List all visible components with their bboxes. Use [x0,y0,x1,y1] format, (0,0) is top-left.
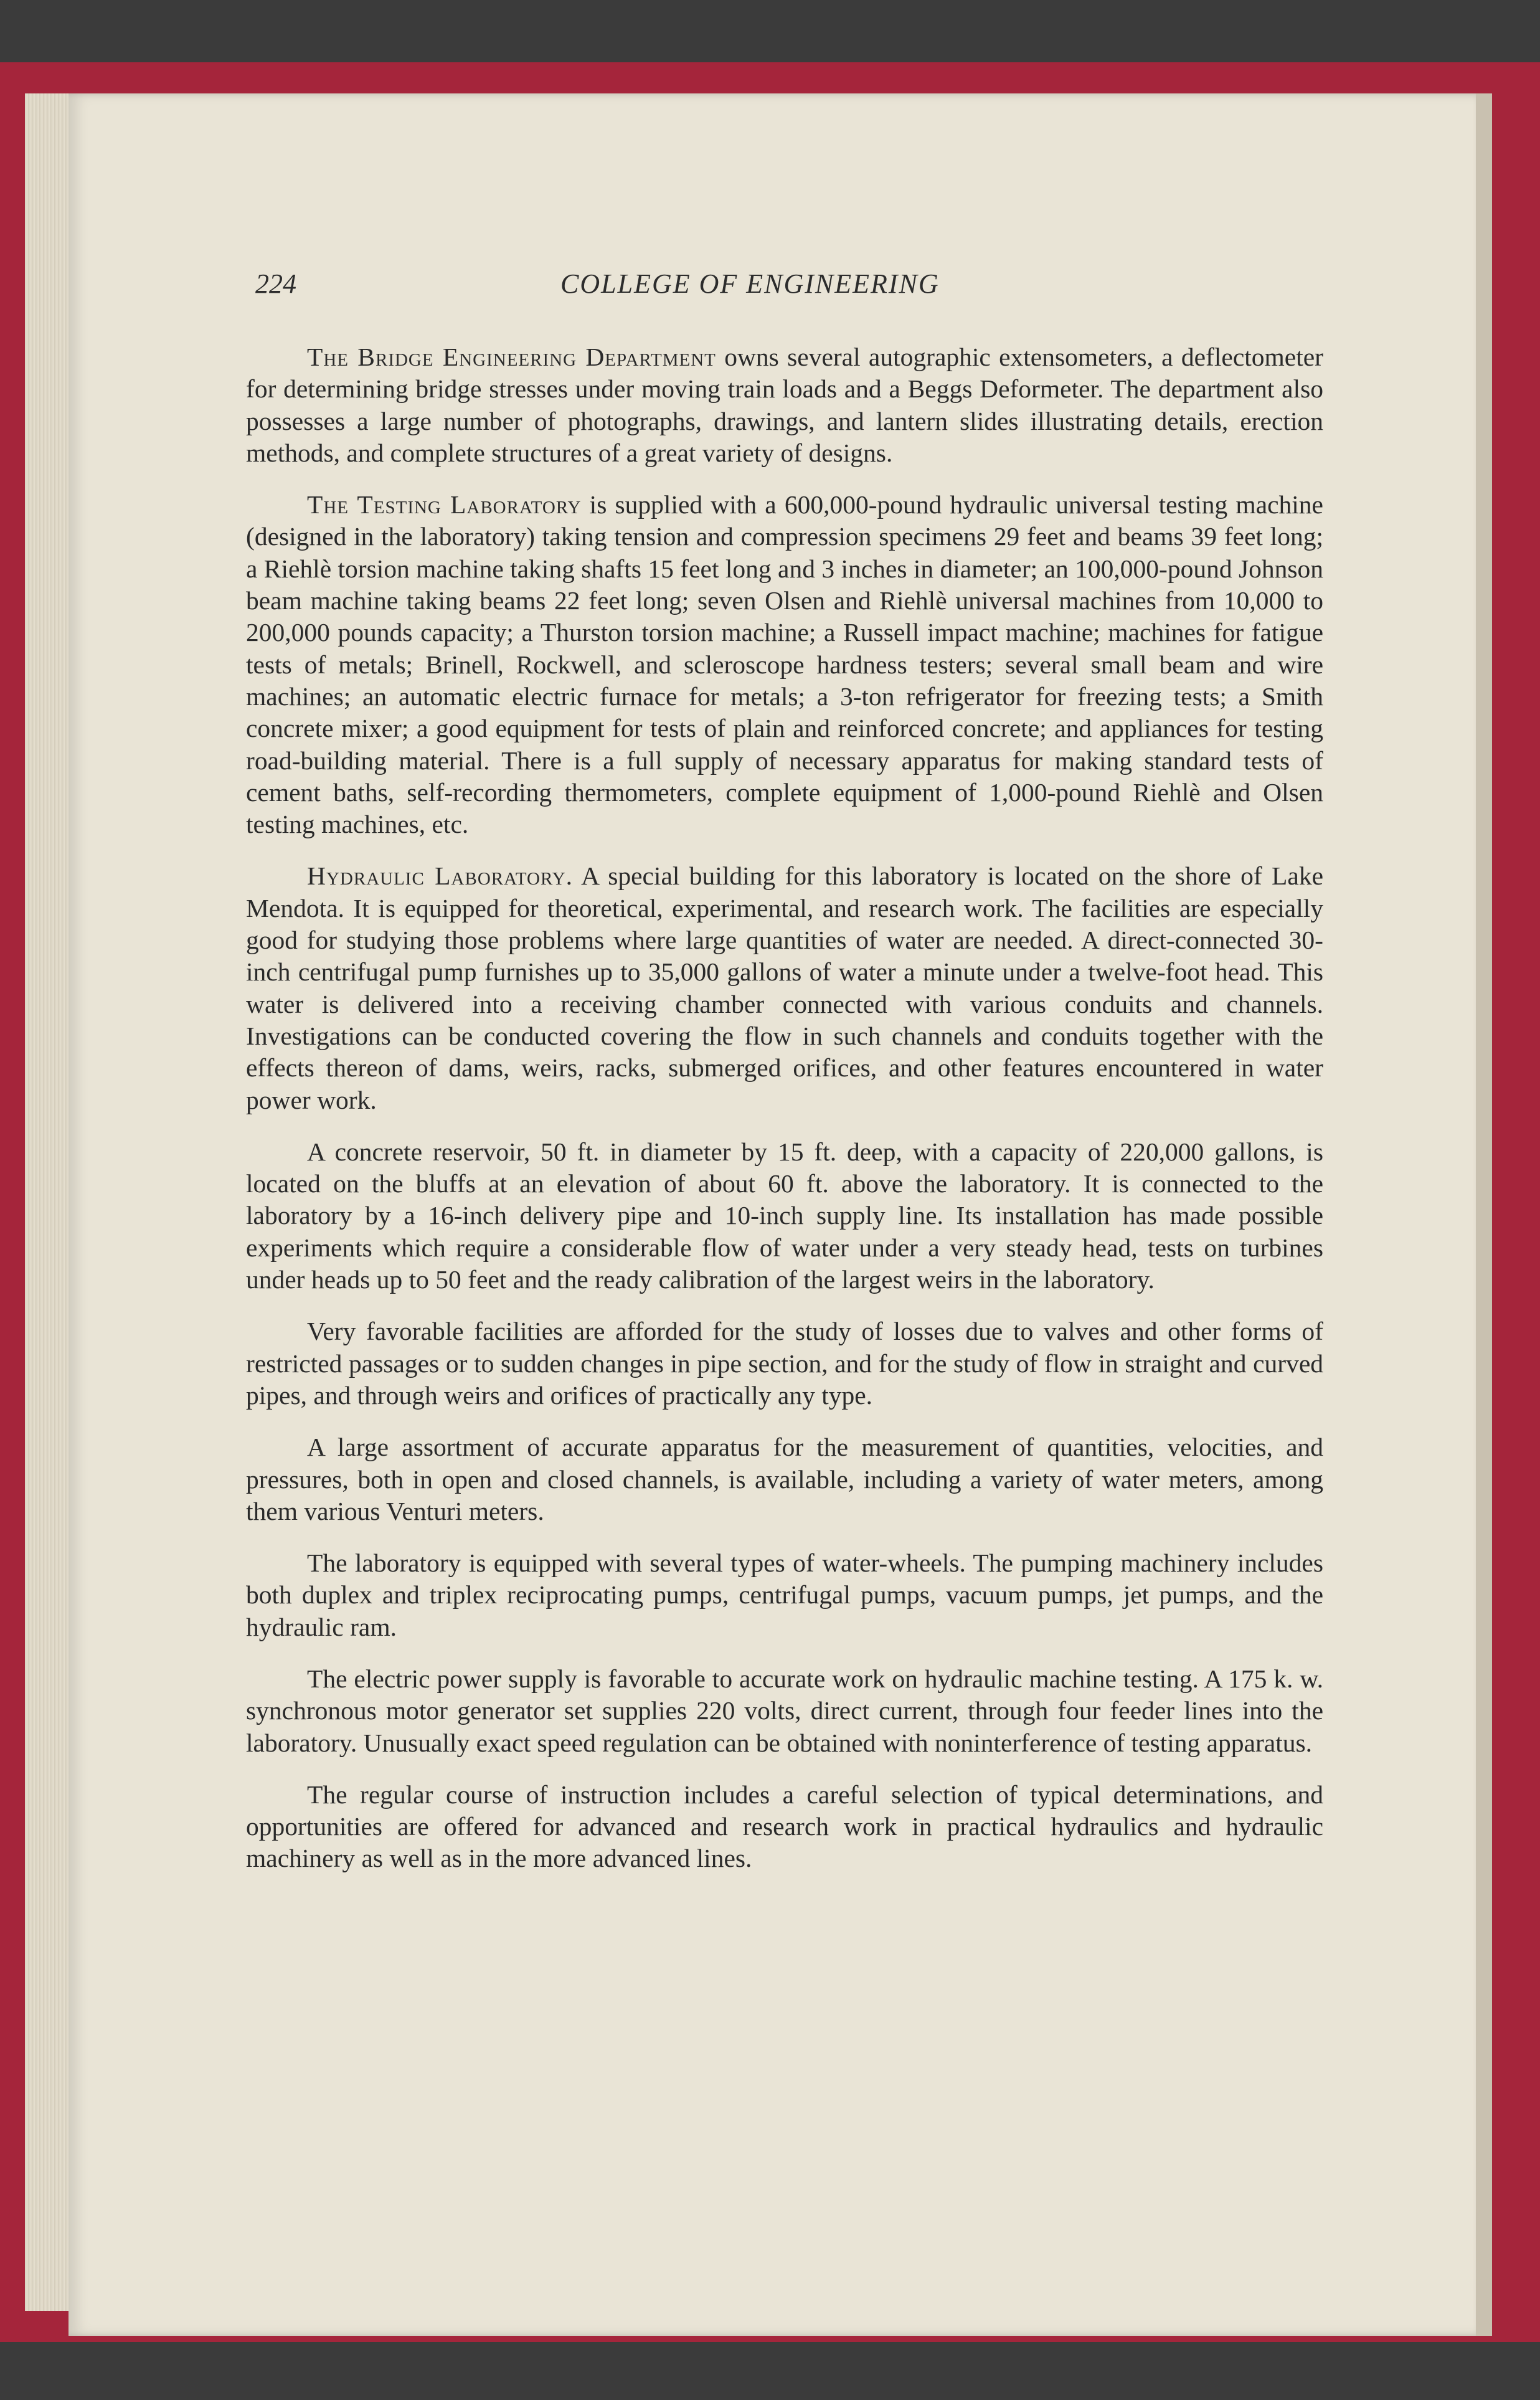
paragraph-text: A large assortment of accurate apparatus for the measurement of quantities, velocities, and pressures, both in open and closed channels, is available, including a variety of water meters, among them various Venturi meters. [246,1433,1323,1525]
paragraph-facilities [246,1316,1323,1411]
page-gutter-shadow [1476,93,1492,2336]
paragraph-text: A concrete reservoir, 50 ft. in diameter by 15 ft. deep, with a capacity of 220,000 gallons, is located on the bluffs at an elevation of about 60 ft. above the laboratory. It is connected to the laboratory by a 16-inch delivery pipe and 10-inch supply line. Its installation has made possible experiments which require a considerable flow of water under a very steady head, tests on turbines under heads up to 50 feet and the ready calibration of the largest weirs in the laboratory. [246,1137,1323,1294]
paragraph-text: owns several autographic extensometers, a deflectometer for determining bridge stresses under moving train loads and a Beggs Deformeter. The department also possesses a large number of photographs, drawings, and lantern slides illustrating details, erection methods, and complete structures of a great variety of designs. [246,343,1323,467]
paragraph-lead: The Testing Laboratory [307,490,582,519]
paragraph-text: The electric power supply is favorable to accurate work on hydraulic machine testing. A 175 k. w. synchronous motor generator set supplies 220 volts, direct current, through four feeder lines into the laboratory. Unusually exact speed regulation can be obtained with noninterference of testing apparatus. [246,1664,1323,1757]
paragraph-text: is supplied with a 600,000-pound hydraulic universal testing machine (designed in the laboratory) taking tension and compression specimens 29 feet and beams 39 feet long; a Riehlè torsion machine taking shafts 15 feet long and 3 inches in diameter; an 100,000-pound Johnson beam machine taking beams 22 feet long; seven Olsen and Riehlè universal machines from 10,000 to 200,000 pounds capacity; a Thurston torsion machine; a Russell impact machine; machines for fatigue tests of metals; Brinell, Rockwell, and scleroscope hardness testers; several small beam and wire machines; an automatic electric furnace for metals; a 3-ton refrigerator for freezing tests; a Smith concrete mixer; a good equipment for tests of plain and reinforced concrete; and appliances for testing road-building material. There is a full supply of necessary apparatus for making standard tests of cement baths, self-recording thermometers, complete equipment of 1,000-pound Riehlè and Olsen testing machines, etc. [246,490,1323,839]
paragraph-electric-power [246,1663,1323,1759]
page-number: 224 [255,268,296,299]
paragraph-hydraulic-laboratory [246,860,1323,1116]
paragraph-text: The laboratory is equipped with several types of water-wheels. The pumping machinery includes both duplex and triplex reciprocating pumps, centrifugal pumps, vacuum pumps, jet pumps, and the hydraulic ram. [246,1549,1323,1641]
page-header [255,268,1320,305]
paragraph-concrete-reservoir [246,1136,1323,1296]
paragraph-lead: Hydraulic Laboratory. [307,861,574,891]
paragraph-bridge-engineering [246,341,1323,469]
paragraph-text: Very favorable facilities are afforded for the study of losses due to valves and other forms of restricted passages or to sudden changes in pipe section, and for the study of flow in straight and curved pipes, and through weirs and orifices of practically any type. [246,1317,1323,1410]
paragraph-text: The regular course of instruction includes a careful selection of typical determinations, and opportunities are offered for advanced and research work in practical hydraulics and hydraulic machinery as well as in the more advanced lines. [246,1780,1323,1873]
page-body [246,341,1323,1895]
running-title: COLLEGE OF ENGINEERING [560,268,940,299]
paragraph-apparatus [246,1431,1323,1527]
paragraph-text: A special building for this laboratory is located on the shore of Lake Mendota. It is equipped for theoretical, experimental, and research work. The facilities are especially good for studying those problems where large quantities of water are needed. A direct-connected 30-inch centrifugal pump furnishes up to 35,000 gallons of water a minute under a twelve-foot head. This water is delivered into a receiving chamber connected with various conduits and channels. Investigations can be conducted covering the flow in such channels and conduits together with the effects thereon of dams, weirs, racks, submerged orifices, and other features encountered in water power work. [246,861,1323,1114]
paragraph-lead: The Bridge Engineering Department [307,343,716,371]
paragraph-instruction [246,1779,1323,1875]
paragraph-testing-laboratory [246,489,1323,840]
paragraph-water-wheels [246,1547,1323,1643]
